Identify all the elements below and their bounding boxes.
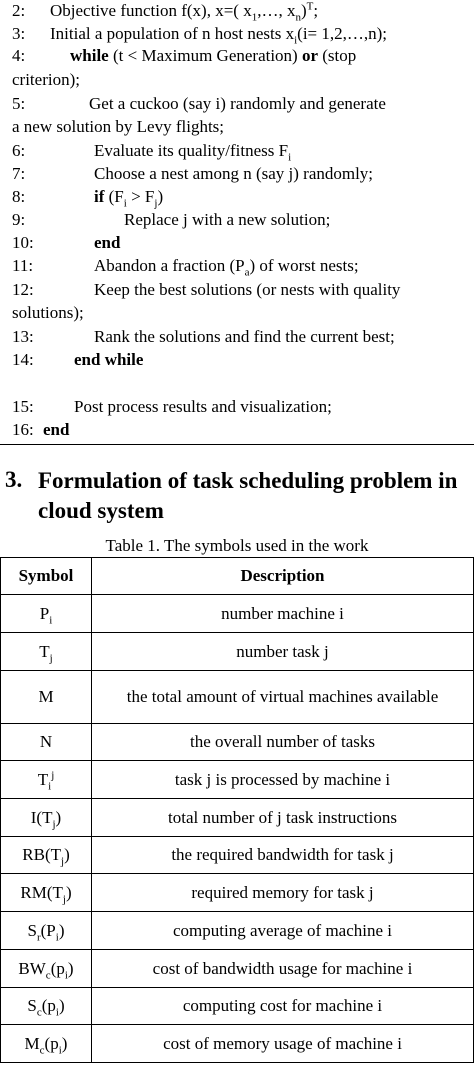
description-cell: computing average of machine i — [92, 912, 474, 950]
table-row — [1, 837, 474, 874]
description-cell: the total amount of virtual machines available — [92, 671, 474, 724]
line-number: 13: — [12, 327, 34, 346]
line-number: 10: — [12, 233, 34, 252]
description-cell: number task j — [92, 633, 474, 671]
table-row — [1, 633, 474, 671]
description-cell: cost of memory usage of machine i — [92, 1025, 474, 1063]
description-cell: the overall number of tasks — [92, 724, 474, 761]
line-number: 16: — [12, 420, 34, 439]
line-text: Keep the best solutions (or nests with quality — [94, 280, 401, 299]
symbol-cell: $BW_c(p_i)$ — [1, 950, 92, 988]
line-continuation: a new solution by Levy flights; — [12, 117, 225, 136]
algorithm-line — [12, 397, 332, 417]
symbols-table — [0, 557, 474, 1063]
table-row — [1, 595, 474, 633]
algorithm-line — [12, 210, 331, 230]
line-number: 6: — [12, 141, 26, 160]
symbol-cell: $RM(T_j)$ — [1, 874, 92, 912]
symbol-cell: $S_c(p_i)$ — [1, 988, 92, 1025]
table-row — [1, 671, 474, 724]
line-text: Abandon a fraction $(P_a)$ of worst nests; — [94, 256, 359, 279]
line-text: Get a cuckoo (say i) randomly and generate — [89, 94, 386, 113]
table-row — [1, 950, 474, 988]
algorithm-line — [12, 420, 70, 440]
table-row — [1, 988, 474, 1025]
table-row — [1, 1025, 474, 1063]
algorithm-line — [12, 187, 164, 210]
table-caption: Table 1. The symbols used in the work — [105, 536, 369, 555]
symbol-cell: M — [1, 671, 92, 724]
algorithm-line — [12, 280, 401, 300]
symbol-cell: $I(T_j)$ — [1, 799, 92, 837]
line-text: end — [94, 233, 121, 252]
line-number: 3: — [12, 24, 26, 43]
table-row — [1, 799, 474, 837]
description-cell: number machine i — [92, 595, 474, 633]
line-number: 12: — [12, 280, 34, 299]
line-text: if $(F_i > F_j)$ — [94, 187, 164, 210]
description-cell: required memory for task j — [92, 874, 474, 912]
symbol-cell: $P_i$ — [1, 595, 92, 633]
description-cell: computing cost for machine i — [92, 988, 474, 1025]
line-number: 9: — [12, 210, 26, 229]
column-header-description: Description — [92, 558, 474, 595]
line-number: 5: — [12, 94, 26, 113]
algorithm-line — [12, 350, 144, 370]
line-text: end — [43, 420, 70, 439]
line-text: Rank the solutions and find the current best; — [94, 327, 395, 346]
line-number: 11: — [12, 256, 34, 275]
symbol-cell: $S_r(P_i)$ — [1, 912, 92, 950]
section-number: 3. — [5, 467, 23, 492]
symbol-cell: $T_i^j$ — [1, 761, 92, 799]
line-text: Initial a population of n host nests $x_i(i=$ 1,2,…,n); — [50, 24, 388, 47]
line-number: 7: — [12, 164, 26, 183]
description-cell: task j is processed by machine i — [92, 761, 474, 799]
line-text: Post process results and visualization; — [74, 397, 332, 416]
description-cell: cost of bandwidth usage for machine i — [92, 950, 474, 988]
algorithm-line — [12, 94, 386, 114]
table-row — [1, 912, 474, 950]
line-number: 8: — [12, 187, 26, 206]
table-row — [1, 761, 474, 799]
line-text: Replace j with a new solution; — [124, 210, 331, 229]
algorithm-line — [12, 0, 319, 24]
table-header-row — [1, 558, 474, 595]
line-text: Evaluate its quality/fitness $F_i$ — [94, 141, 292, 164]
line-continuation: criterion); — [12, 70, 80, 89]
algorithm-line — [12, 164, 374, 184]
symbol-cell: $RB(T_j)$ — [1, 837, 92, 874]
line-text: Objective function f(x), x=( $x_1,\dots$, $x_n)^T$; — [50, 0, 319, 24]
line-text: end while — [74, 350, 144, 369]
column-header-symbol: Symbol — [1, 558, 92, 595]
line-number: 14: — [12, 350, 34, 369]
symbol-cell: $M_c(p_i)$ — [1, 1025, 92, 1063]
line-number: 15: — [12, 397, 34, 416]
algorithm-bottom-rule — [0, 444, 474, 445]
algorithm-line — [12, 46, 357, 66]
description-cell: the required bandwidth for task j — [92, 837, 474, 874]
line-text: while (t < Maximum Generation) or (stop — [70, 46, 357, 65]
line-number: 4: — [12, 46, 26, 65]
line-continuation: solutions); — [12, 303, 84, 322]
line-text: Choose a nest among n (say j) randomly; — [94, 164, 374, 183]
algorithm-line — [12, 233, 121, 253]
algorithm-line — [12, 327, 395, 347]
line-number: 2: — [12, 1, 26, 20]
algorithm-line — [12, 256, 359, 279]
algorithm-line — [12, 24, 388, 47]
section-title: Formulation of task scheduling problem in cloud system — [38, 468, 458, 523]
description-cell: total number of j task instructions — [92, 799, 474, 837]
table-row — [1, 874, 474, 912]
algorithm-line — [12, 141, 292, 164]
table-row — [1, 724, 474, 761]
symbol-cell: $T_j$ — [1, 633, 92, 671]
symbol-cell: N — [1, 724, 92, 761]
